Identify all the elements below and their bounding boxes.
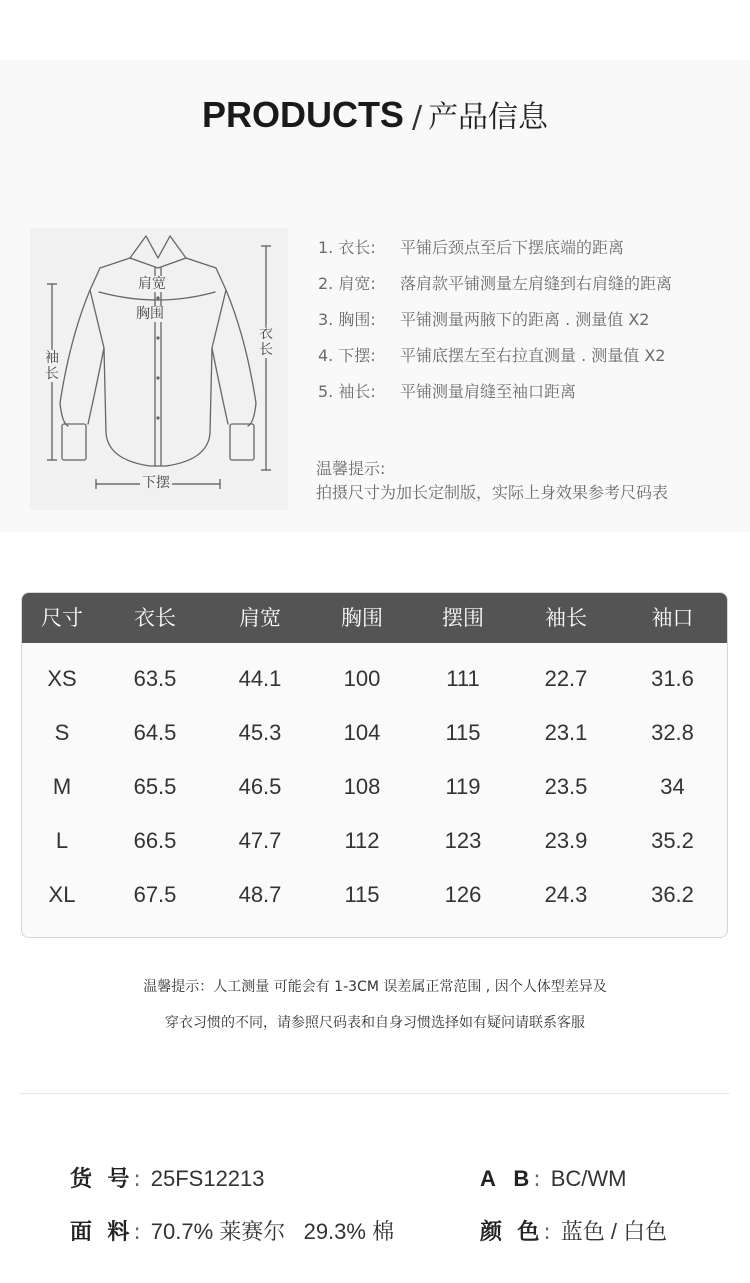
measurement-number: 4. 下摆:: [318, 346, 376, 365]
measurement-number: 2. 肩宽:: [318, 274, 376, 293]
table-header: [22, 593, 727, 643]
table-cell: 35.2: [651, 828, 694, 853]
photo-note: [316, 457, 668, 505]
table-cell: 100: [343, 666, 381, 691]
table-cell: S: [54, 720, 70, 745]
measurement-description: 平铺测量肩缝至袖口距离: [400, 382, 577, 401]
table-cell: 32.8: [651, 720, 694, 745]
header-cell: 摆围: [442, 606, 484, 630]
length-label: 衣长: [259, 326, 273, 358]
table-row: [22, 814, 727, 868]
table-cell: 46.5: [238, 774, 282, 799]
table-cell: 22.7: [544, 666, 588, 691]
fabric-label: 面 料: [70, 1220, 130, 1245]
ab-label: A B: [480, 1166, 530, 1191]
title-separator: /: [411, 100, 423, 135]
item-number-row: [70, 1165, 265, 1194]
measurement-item: [318, 343, 666, 379]
measurement-item: [318, 307, 650, 343]
measurement-description: 平铺后颈点至后下摆底端的距离: [400, 238, 625, 257]
table-cell: M: [52, 774, 72, 799]
table-cell: 108: [343, 774, 381, 799]
table-cell: 34: [660, 774, 685, 799]
table-cell: 36.2: [651, 882, 694, 907]
measurement-number: 5. 袖长:: [318, 382, 376, 401]
shirt-measurement-diagram: [30, 228, 288, 510]
size-table: [21, 592, 728, 938]
color-row: [480, 1218, 667, 1247]
table-cell: 23.9: [544, 828, 588, 853]
chest-label: 胸围: [136, 306, 164, 322]
table-cell: 119: [445, 774, 481, 799]
header-cell: 尺寸: [41, 606, 83, 630]
colon: :: [533, 1167, 541, 1192]
shirt-outline-icon: [30, 228, 288, 510]
table-cell: XL: [48, 882, 76, 907]
header-cell: 胸围: [341, 606, 383, 630]
table-row: [22, 760, 727, 814]
table-body: [22, 643, 727, 922]
table-cell: 31.6: [651, 666, 694, 691]
table-cell: 111: [446, 666, 480, 691]
measurement-notice-line-1: 温馨提示：人工测量 可能会有 1-3CM 误差属正常范围 , 因个人体型差异及: [143, 979, 607, 995]
section-divider: [20, 1093, 730, 1094]
photo-note-title: 温馨提示:: [316, 459, 386, 478]
table-cell: L: [55, 828, 69, 853]
ab-value: BC/WM: [550, 1166, 627, 1191]
measurement-item: [318, 235, 625, 271]
colon: :: [543, 1220, 551, 1245]
table-cell: 115: [344, 882, 380, 907]
table-cell: 115: [445, 720, 481, 745]
table-cell: 104: [343, 720, 381, 745]
table-cell: 23.5: [544, 774, 588, 799]
table-row: [22, 706, 727, 760]
hem-label: 下摆: [142, 475, 170, 491]
table-cell: 67.5: [133, 882, 177, 907]
measurement-description: 落肩款平铺测量左肩缝到右肩缝的距离: [400, 274, 673, 293]
header-cell: 衣长: [134, 606, 176, 630]
table-row: [22, 652, 727, 706]
table-cell: 64.5: [133, 720, 177, 745]
item-number-value: 25FS12213: [150, 1166, 265, 1191]
item-number-label: 货 号: [70, 1167, 130, 1192]
fabric-row: [70, 1218, 394, 1247]
color-value: 蓝色 / 白色: [560, 1219, 668, 1244]
colon: :: [133, 1167, 141, 1192]
colon: :: [133, 1220, 141, 1245]
header-cell: 袖长: [545, 606, 587, 630]
measurement-notice-line-2: 穿衣习惯的不同，请参照尺码表和自身习惯选择如有疑问请联系客服: [165, 1015, 585, 1031]
table-cell: 126: [444, 882, 482, 907]
color-label: 颜 色: [480, 1220, 540, 1245]
table-cell: 23.1: [544, 720, 588, 745]
table-cell: 24.3: [544, 882, 588, 907]
table-cell: 112: [344, 828, 380, 853]
title-english: PRODUCTS: [201, 94, 404, 135]
sleeve-length-label: 袖长: [45, 350, 59, 382]
fabric-value: 70.7% 莱赛尔 29.3% 棉: [150, 1219, 395, 1244]
measurement-item: [318, 379, 577, 415]
table-cell: 45.3: [238, 720, 282, 745]
shoulder-width-label: 肩宽: [138, 276, 166, 292]
table-cell: 123: [444, 828, 482, 853]
table-cell: 47.7: [238, 828, 282, 853]
measurement-guide: [318, 235, 673, 415]
measurement-item: [318, 271, 673, 307]
ab-row: [480, 1165, 626, 1194]
measurement-number: 1. 衣长:: [318, 238, 376, 257]
measurement-number: 3. 胸围:: [318, 310, 376, 329]
table-cell: 63.5: [133, 666, 177, 691]
table-row: [22, 868, 727, 922]
header-cell: 肩宽: [239, 606, 281, 630]
table-cell: 66.5: [133, 828, 177, 853]
page-title: [0, 92, 750, 136]
header-cell: 袖口: [651, 606, 694, 630]
measurement-description: 平铺测量两腋下的距离 . 测量值 X2: [400, 310, 650, 329]
title-chinese: 产品信息: [428, 100, 549, 135]
table-cell: 65.5: [133, 774, 177, 799]
photo-note-text: 拍摄尺寸为加长定制版，实际上身效果参考尺码表: [316, 483, 669, 502]
measurement-description: 平铺底摆左至右拉直测量 . 测量值 X2: [400, 346, 666, 365]
table-cell: 48.7: [238, 882, 282, 907]
table-cell: 44.1: [238, 666, 282, 691]
table-cell: XS: [47, 666, 77, 691]
